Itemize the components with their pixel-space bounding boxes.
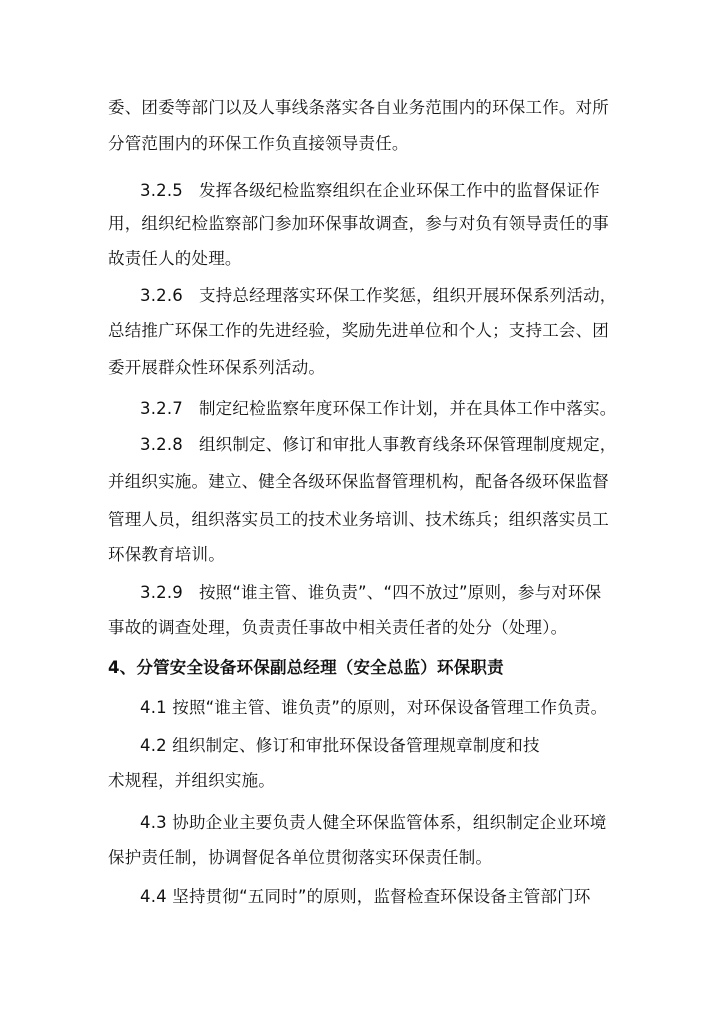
clause-number: 3.2.8 <box>140 435 183 454</box>
paragraph-line: 委开展群众性环保系列活动。 <box>108 358 326 377</box>
clause-3-2-8 <box>140 433 616 457</box>
clause-3-2-7 <box>140 397 616 421</box>
paragraph-line: 委、团委等部门以及人事线条落实各自业务范围内的环保工作。对所 <box>108 98 609 117</box>
clause-4-1: 4.1 按照“谁主管、谁负责”的原则，对环保设备管理工作负责。 <box>140 698 608 717</box>
clause-3-2-6 <box>140 284 616 308</box>
paragraph-line: 总结推广环保工作的先进经验，奖励先进单位和个人；支持工会、团 <box>108 321 609 340</box>
paragraph-line: 环保教育培训。 <box>108 545 225 564</box>
paragraph-line: 术规程，并组织实施。 <box>108 771 275 790</box>
clause-number: 3.2.5 <box>140 181 183 200</box>
paragraph-line: 用，组织纪检监察部门参加环保事故调查，参与对负有领导责任的事 <box>108 214 609 233</box>
clause-text: 支持总经理落实环保工作奖惩，组织开展环保系列活动， <box>198 286 617 305</box>
clause-text: 按照“谁主管、谁负责”、“四不放过”原则，参与对环保 <box>198 583 602 602</box>
paragraph-line: 保护责任制，协调督促各单位贯彻落实环保责任制。 <box>108 848 493 867</box>
clause-text: 制定纪检监察年度环保工作计划，并在具体工作中落实。 <box>198 399 617 418</box>
clause-3-2-5 <box>140 179 600 203</box>
paragraph-line: 分管范围内的环保工作负直接领导责任。 <box>108 134 409 153</box>
clause-4-2: 4.2 组织制定、修订和审批环保设备管理规章制度和技 <box>140 736 540 755</box>
clause-3-2-9 <box>140 581 601 605</box>
paragraph-line: 并组织实施。建立、健全各级环保监督管理机构，配备各级环保监督 <box>108 472 609 491</box>
clause-4-4: 4.4 坚持贯彻“五同时”的原则，监督检查环保设备主管部门环 <box>140 887 591 906</box>
clause-text: 组织制定、修订和审批人事教育线条环保管理制度规定， <box>198 435 617 454</box>
paragraph-line: 事故的调查处理，负责责任事故中相关责任者的处分（处理）。 <box>108 618 568 637</box>
section-heading-4: 4、分管安全设备环保副总经理（安全总监）环保职责 <box>108 658 504 677</box>
clause-4-3: 4.3 协助企业主要负责人健全环保监管体系，组织制定企业环境 <box>140 813 607 832</box>
clause-text: 发挥各级纪检监察组织在企业环保工作中的监督保证作 <box>198 181 600 200</box>
paragraph-line: 故责任人的处理。 <box>108 249 242 268</box>
clause-number: 3.2.7 <box>140 399 183 418</box>
paragraph-line: 管理人员，组织落实员工的技术业务培训、技术练兵；组织落实员工 <box>108 510 609 529</box>
clause-number: 3.2.6 <box>140 286 183 305</box>
clause-number: 3.2.9 <box>140 583 183 602</box>
